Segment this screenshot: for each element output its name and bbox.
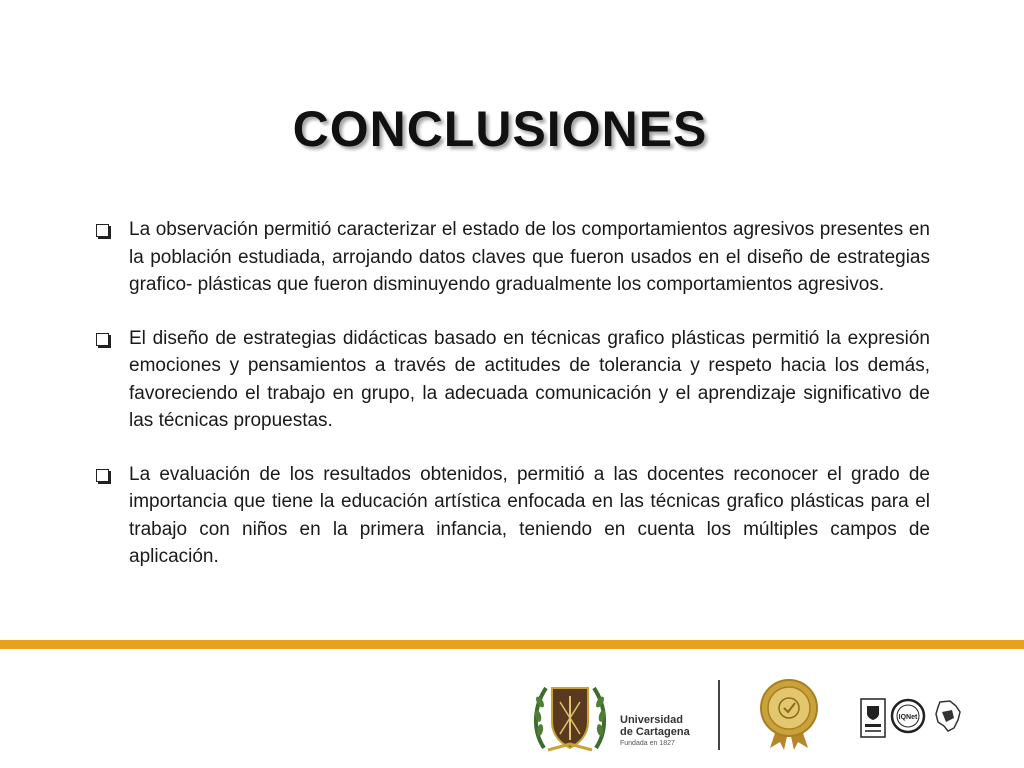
checkbox-bullet-icon <box>96 469 109 482</box>
bullet-item <box>96 216 930 299</box>
bullet-item <box>96 325 930 435</box>
iqnet-certification-icon <box>890 698 926 734</box>
accent-band <box>0 640 1024 649</box>
slide-title: CONCLUSIONES <box>292 101 708 157</box>
accreditation-seal-icon <box>756 678 822 750</box>
university-crest-icon <box>530 678 610 758</box>
bullet-text: La observación permitió caracterizar el estado de los comportamientos agresivos presentes en la población estudiada, arrojando datos claves que fueron usados en el diseño de estrategias grafico- plásticas que fueron disminuyendo gradualmente los comportamientos agresivos. <box>129 219 930 295</box>
university-name <box>620 714 690 750</box>
footer-divider <box>718 680 720 750</box>
university-name-line1: Universidad <box>620 714 683 726</box>
checkbox-bullet-icon <box>96 333 109 346</box>
iqnet-label: IQNet <box>898 714 918 721</box>
bullet-text: La evaluación de los resultados obtenidos, permitió a las docentes reconocer el grado de importancia que tiene la educación artística enfocada en las técnicas grafico plásticas para el trabajo con niños en la primera infancia, teniendo en cuenta los múltiples campos de aplicación. <box>129 463 930 567</box>
footer-logos <box>520 672 990 762</box>
university-name-line2: de Cartagena <box>620 726 690 738</box>
bullet-item <box>96 461 930 571</box>
checkbox-bullet-icon <box>96 224 109 237</box>
colombia-map-icon <box>930 698 966 734</box>
bullet-text: El diseño de estrategias didácticas basado en técnicas grafico plásticas permitió la expresión emociones y pensamientos a través de actitudes de tolerancia y respeto hacia los demás, favoreciendo el trabajo en grupo, la adecuada comunicación y el aprendizaje significativo de las técnicas propuestas. <box>129 327 930 431</box>
bullet-list <box>96 216 930 597</box>
founded-text: Fundada en 1827 <box>620 740 675 747</box>
icontec-certification-icon <box>860 698 886 738</box>
